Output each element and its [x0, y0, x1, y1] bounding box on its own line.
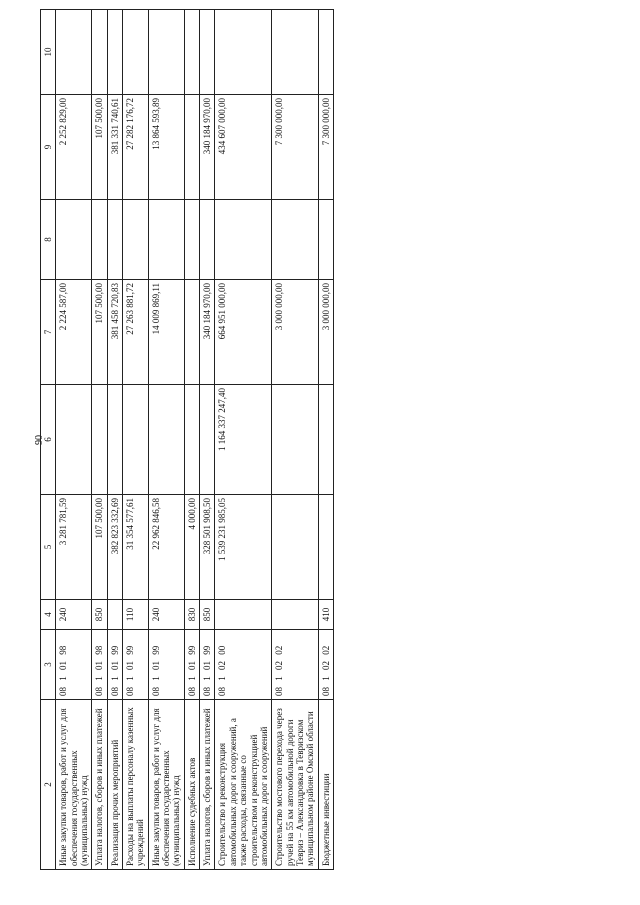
row-value-col8: [56, 200, 92, 280]
row-expense-type: 850: [92, 600, 107, 630]
row-value-col6: [92, 385, 107, 495]
row-name: Уплата налогов, сборов и иных платежей: [92, 700, 107, 870]
table-row: [107, 10, 122, 870]
row-name: Исполнение судебных актов: [184, 700, 199, 870]
row-value-col10: [272, 10, 318, 95]
row-expense-type: [215, 600, 272, 630]
row-name: Реализация прочих мероприятий: [107, 700, 122, 870]
column-header-7: 7: [41, 280, 56, 385]
row-value-col8: [215, 200, 272, 280]
table-row: [56, 10, 92, 870]
row-value-col7: 340 184 970,00: [200, 280, 215, 385]
row-code: 08 1 02 02: [272, 630, 318, 700]
row-value-col10: [123, 10, 149, 95]
row-value-col9: 13 864 593,89: [148, 95, 184, 200]
row-value-col6: [107, 385, 122, 495]
row-value-col10: [56, 10, 92, 95]
row-value-col9: 381 331 740,61: [107, 95, 122, 200]
row-value-col10: [107, 10, 122, 95]
row-name: Иные закупки товаров, работ и услуг для обеспечения государственных (муниципальных) нужд: [148, 700, 184, 870]
row-code: 08 1 01 99: [123, 630, 149, 700]
row-code: 08 1 01 99: [200, 630, 215, 700]
row-value-col7: [184, 280, 199, 385]
table-row: [200, 10, 215, 870]
row-value-col9: 7 300 000,00: [272, 95, 318, 200]
header-row: [41, 10, 56, 870]
row-value-col6: [123, 385, 149, 495]
row-value-col5: [272, 495, 318, 600]
table-row: [148, 10, 184, 870]
row-value-col5: 22 962 846,58: [148, 495, 184, 600]
row-value-col5: 328 501 908,50: [200, 495, 215, 600]
row-code: 08 1 01 99: [184, 630, 199, 700]
table-row: [215, 10, 272, 870]
row-value-col9: 27 282 176,72: [123, 95, 149, 200]
table-row: [92, 10, 107, 870]
row-value-col10: [92, 10, 107, 95]
row-name: Строительство и реконструкция автомобильных дорог и сооружений, а также расходы, связанные со строительством и реконструкцией автомобильных дорог и сооружений: [215, 700, 272, 870]
row-value-col7: 664 951 000,00: [215, 280, 272, 385]
row-value-col9: [184, 95, 199, 200]
row-code: 08 1 02 02: [318, 630, 333, 700]
row-expense-type: 240: [148, 600, 184, 630]
row-value-col8: [92, 200, 107, 280]
row-value-col6: [272, 385, 318, 495]
row-value-col8: [200, 200, 215, 280]
budget-table: [40, 9, 334, 870]
row-code: 08 1 01 99: [148, 630, 184, 700]
rotated-table-frame: [34, 10, 580, 870]
row-value-col7: 3 000 000,00: [318, 280, 333, 385]
row-value-col5: 382 823 332,69: [107, 495, 122, 600]
row-value-col8: [107, 200, 122, 280]
row-value-col8: [184, 200, 199, 280]
row-value-col10: [215, 10, 272, 95]
row-value-col6: [200, 385, 215, 495]
row-code: 08 1 01 98: [92, 630, 107, 700]
table-body: [56, 10, 334, 870]
row-value-col7: 2 224 587,00: [56, 280, 92, 385]
column-header-3: 3: [41, 630, 56, 700]
column-header-4: 4: [41, 600, 56, 630]
column-header-8: 8: [41, 200, 56, 280]
row-value-col6: [184, 385, 199, 495]
row-value-col5: 4 000,00: [184, 495, 199, 600]
row-expense-type: 240: [56, 600, 92, 630]
row-value-col9: 2 252 829,00: [56, 95, 92, 200]
row-code: 08 1 01 98: [56, 630, 92, 700]
row-expense-type: [107, 600, 122, 630]
row-value-col8: [123, 200, 149, 280]
row-name: Иные закупки товаров, работ и услуг для обеспечения государственных (муниципальных) нужд: [56, 700, 92, 870]
row-value-col6: [318, 385, 333, 495]
row-value-col5: 3 281 781,59: [56, 495, 92, 600]
column-header-5: 5: [41, 495, 56, 600]
row-value-col10: [148, 10, 184, 95]
row-value-col9: 107 500,00: [92, 95, 107, 200]
row-value-col7: 14 009 869,11: [148, 280, 184, 385]
column-header-2: 2: [41, 700, 56, 870]
row-value-col10: [200, 10, 215, 95]
row-name: Расходы на выплаты персоналу казенных учреждений: [123, 700, 149, 870]
row-value-col10: [318, 10, 333, 95]
row-value-col8: [148, 200, 184, 280]
row-value-col9: 434 607 000,00: [215, 95, 272, 200]
row-expense-type: 850: [200, 600, 215, 630]
row-expense-type: 110: [123, 600, 149, 630]
row-code: 08 1 02 00: [215, 630, 272, 700]
table-row: [123, 10, 149, 870]
row-value-col5: [318, 495, 333, 600]
row-value-col6: [148, 385, 184, 495]
table-row: [184, 10, 199, 870]
row-value-col9: 340 184 970,00: [200, 95, 215, 200]
column-header-6: 6: [41, 385, 56, 495]
row-expense-type: [272, 600, 318, 630]
row-value-col10: [184, 10, 199, 95]
row-value-col8: [318, 200, 333, 280]
row-value-col5: 1 539 231 985,05: [215, 495, 272, 600]
column-header-9: 9: [41, 95, 56, 200]
row-value-col5: 31 354 577,61: [123, 495, 149, 600]
row-value-col6: 1 164 337 247,40: [215, 385, 272, 495]
column-header-10: 10: [41, 10, 56, 95]
page-number: 90: [34, 435, 45, 445]
row-expense-type: 410: [318, 600, 333, 630]
row-code: 08 1 01 99: [107, 630, 122, 700]
row-value-col6: [56, 385, 92, 495]
table-row: [318, 10, 333, 870]
row-value-col7: 381 458 720,83: [107, 280, 122, 385]
row-value-col8: [272, 200, 318, 280]
row-expense-type: 830: [184, 600, 199, 630]
row-value-col7: 107 500,00: [92, 280, 107, 385]
row-value-col7: 27 263 881,72: [123, 280, 149, 385]
row-name: Уплата налогов, сборов и иных платежей: [200, 700, 215, 870]
row-name: Строительство мостового перехода через ручей на 55 км автомобильной дороги Тевриз – Александровка в Тевризском муниципальном районе Омской области: [272, 700, 318, 870]
table-row: [272, 10, 318, 870]
row-value-col9: 7 300 000,00: [318, 95, 333, 200]
row-value-col5: 107 500,00: [92, 495, 107, 600]
row-value-col7: 3 000 000,00: [272, 280, 318, 385]
row-name: Бюджетные инвестиции: [318, 700, 333, 870]
